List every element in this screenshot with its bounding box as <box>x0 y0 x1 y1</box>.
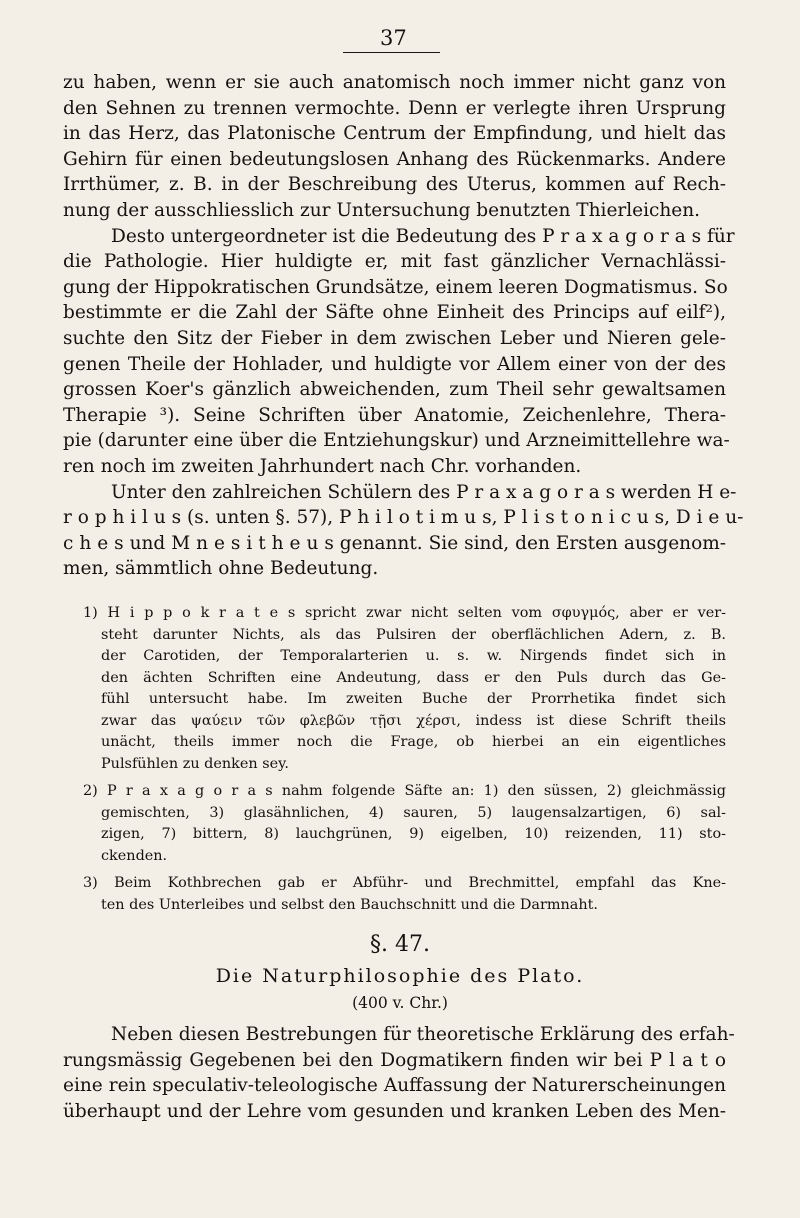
footnote-line: steht darunter Nichts, als das Pulsiren der oberflächlichen Adern, z. B. <box>101 626 726 643</box>
section-date: (400 v. Chr.) <box>352 994 448 1012</box>
text-line: überhaupt und der Lehre vom gesunden und kranken Leben des Men- <box>63 1100 726 1122</box>
footnote-line: zwar das ψαύειν τῶν φλεβῶν τῇσι χέρσι, indess ist diese Schrift theils <box>101 712 726 729</box>
paragraph-1 <box>63 70 726 224</box>
page-header <box>0 26 800 66</box>
text-line: eine rein speculativ-teleologische Auffassung der Naturerscheinungen <box>63 1075 726 1097</box>
section-number: §. 47. <box>370 932 430 957</box>
text-line: in das Herz, das Platonische Centrum der Empfindung, und hielt das <box>63 123 726 145</box>
footnote-line: unächt, theils immer noch die Frage, ob hierbei an ein eigentliches <box>101 734 726 750</box>
paragraph-2 <box>63 224 735 480</box>
footnote-3 <box>83 873 726 916</box>
footnote-line: ckenden. <box>101 847 168 864</box>
text-line: die Pathologie. Hier huldigte er, mit fast gänzlicher Vernachlässi- <box>63 251 726 273</box>
section-paragraph <box>63 1022 735 1124</box>
text-line: den Sehnen zu trennen vermochte. Denn er verlegte ihren Ursprung <box>63 97 726 119</box>
text-line: Unter den zahlreichen Schülern des P r a x a g o r a s werden H e- <box>111 481 737 503</box>
footnote-line: Pulsfühlen zu denken sey. <box>101 755 289 772</box>
text-line: men, sämmtlich ohne Bedeutung. <box>63 558 379 580</box>
text-line: rungsmässig Gegebenen bei den Dogmatikern finden wir bei P l a t o <box>63 1049 726 1071</box>
page-number: 37 <box>380 26 407 50</box>
text-line: pie (darunter eine über die Entziehungskur) und Arzneimittellehre wa- <box>63 430 730 452</box>
text-line: gung der Hippokratischen Grundsätze, einem leeren Dogmatismus. So <box>63 276 728 298</box>
main-text <box>63 70 744 582</box>
text-line: Irrthümer, z. B. in der Beschreibung des Uterus, kommen auf Rech- <box>63 174 726 196</box>
paragraph-3 <box>63 480 744 582</box>
footnote-line: 3) Beim Kothbrechen gab er Abführ- und Brechmittel, empfahl das Kne- <box>83 875 726 891</box>
text-line: c h e s und M n e s i t h e u s genannt. Sie sind, den Ersten ausgenom- <box>63 532 726 554</box>
text-line: Neben diesen Bestrebungen für theoretische Erklärung des erfah- <box>111 1024 735 1045</box>
footnote-line: 2) P r a x a g o r a s nahm folgende Säfte an: 1) den süssen, 2) gleichmässig <box>83 783 726 799</box>
footnote-line: gemischten, 3) glasähnlichen, 4) sauren, 5) laugensalzartigen, 6) sal- <box>101 804 726 821</box>
header-rule <box>343 52 440 53</box>
section-title: Die Naturphilosophie des Plato. <box>215 965 585 987</box>
footnote-1 <box>83 603 726 775</box>
footnote-line: den ächten Schriften eine Andeutung, dass er den Puls durch das Ge- <box>101 669 726 686</box>
text-line: nung der ausschliesslich zur Untersuchung benutzten Thierleichen. <box>63 199 701 221</box>
text-line: bestimmte er die Zahl der Säfte ohne Einheit des Princips auf eilf²), <box>63 302 726 324</box>
text-line: r o p h i l u s (s. unten §. 57), P h i l o t i m u s, P l i s t o n i c u s, D i e u- <box>63 507 744 529</box>
footnote-line: zigen, 7) bittern, 8) lauchgrünen, 9) eigelben, 10) reizenden, 11) sto- <box>101 826 726 842</box>
footnote-line: 1) H i p p o k r a t e s spricht zwar nicht selten vom σφυγμός, aber er ver- <box>83 605 726 621</box>
text-line: ren noch im zweiten Jahrhundert nach Chr. vorhanden. <box>63 455 582 477</box>
section-body <box>63 1022 735 1124</box>
text-line: suchte den Sitz der Fieber in dem zwischen Leber und Nieren gele- <box>63 327 726 349</box>
text-line: grossen Koer's gänzlich abweichenden, zum Theil sehr gewaltsamen <box>63 379 726 401</box>
text-line: zu haben, wenn er sie auch anatomisch noch immer nicht ganz von <box>63 72 726 93</box>
text-line: genen Theile der Hohlader, und huldigte vor Allem einer von der des <box>63 353 726 375</box>
footnote-line: der Carotiden, der Temporalarterien u. s. w. Nirgends findet sich in <box>101 648 726 664</box>
footnote-line: ten des Unterleibes und selbst den Bauchschnitt und die Darmnaht. <box>101 896 598 913</box>
footnotes <box>83 603 726 922</box>
text-line: Therapie ³). Seine Schriften über Anatomie, Zeichenlehre, Thera- <box>63 404 726 426</box>
text-line: Desto untergeordneter ist die Bedeutung des P r a x a g o r a s für <box>111 225 735 247</box>
text-line: Gehirn für einen bedeutungslosen Anhang des Rückenmarks. Andere <box>63 148 726 170</box>
footnote-line: fühl untersucht habe. Im zweiten Buche der Prorrhetika findet sich <box>101 691 726 707</box>
footnote-2 <box>83 781 726 867</box>
